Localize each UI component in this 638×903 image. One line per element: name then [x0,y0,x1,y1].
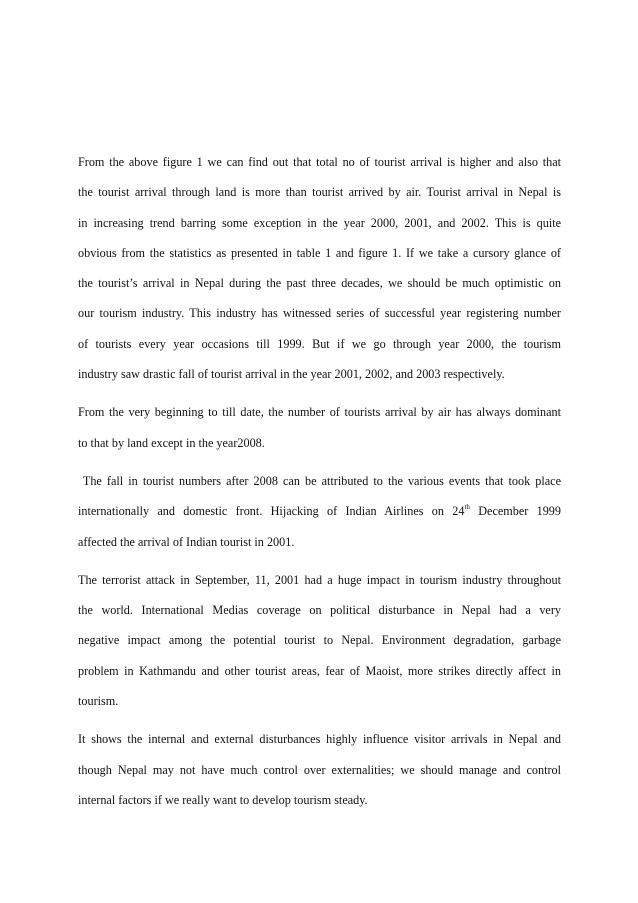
paragraph-figure-analysis [78,147,561,389]
text-line: obvious from the statistics as presented in table 1 and figure 1. If we take a cursory glance of [78,245,561,260]
text-line: the tourist arrival through land is more than tourist arrived by air. Tourist arrival in Nepal is [78,185,561,200]
text-line: though Nepal may not have much control over externalities; we should manage and control [78,762,561,777]
paragraph-air-dominance [78,397,561,458]
text-line: industry saw drastic fall of tourist arrival in the year 2001, 2002, and 2003 respectively. [78,367,505,382]
paragraph-fall-after-2008 [78,466,561,557]
text-line: affected the arrival of Indian tourist in 2001. [78,534,295,549]
text-line: problem in Kathmandu and other tourist areas, fear of Maoist, more strikes directly affect in [78,663,561,678]
text-segment: internationally and domestic front. Hijacking of Indian Airlines on 24 [78,504,465,519]
text-line: The terrorist attack in September, 11, 2001 had a huge impact in tourism industry throughout [78,572,561,587]
paragraph-terrorist-attack [78,565,561,716]
text-line: our tourism industry. This industry has witnessed series of successful year registering number [78,306,561,321]
text-line: in increasing trend barring some exception in the year 2000, 2001, and 2002. This is quite [78,215,561,230]
text-segment: December 1999 [469,504,561,519]
text-line [78,496,561,526]
text-line: From the very beginning to till date, the number of tourists arrival by air has always dominant [78,405,561,420]
paragraph-conclusion [78,724,561,815]
text-line: internal factors if we really want to develop tourism steady. [78,792,368,807]
text-line: The fall in tourist numbers after 2008 can be attributed to the various events that took place [78,473,561,488]
text-line: the world. International Medias coverage on political disturbance in Nepal had a very [78,603,561,618]
text-line: tourism. [78,694,119,709]
text-line: From the above figure 1 we can find out that total no of tourist arrival is higher and also that [78,155,561,169]
text-line: negative impact among the potential tourist to Nepal. Environment degradation, garbage [78,633,561,648]
ordinal-superscript: th [464,503,470,512]
text-line: of tourists every year occasions till 1999. But if we go through year 2000, the tourism [78,336,561,351]
document-body [78,147,561,815]
text-line: to that by land except in the year2008. [78,435,265,450]
text-line: It shows the internal and external disturbances highly influence visitor arrivals in Nepal and [78,732,561,747]
text-line: the tourist’s arrival in Nepal during the past three decades, we should be much optimistic on [78,276,561,291]
